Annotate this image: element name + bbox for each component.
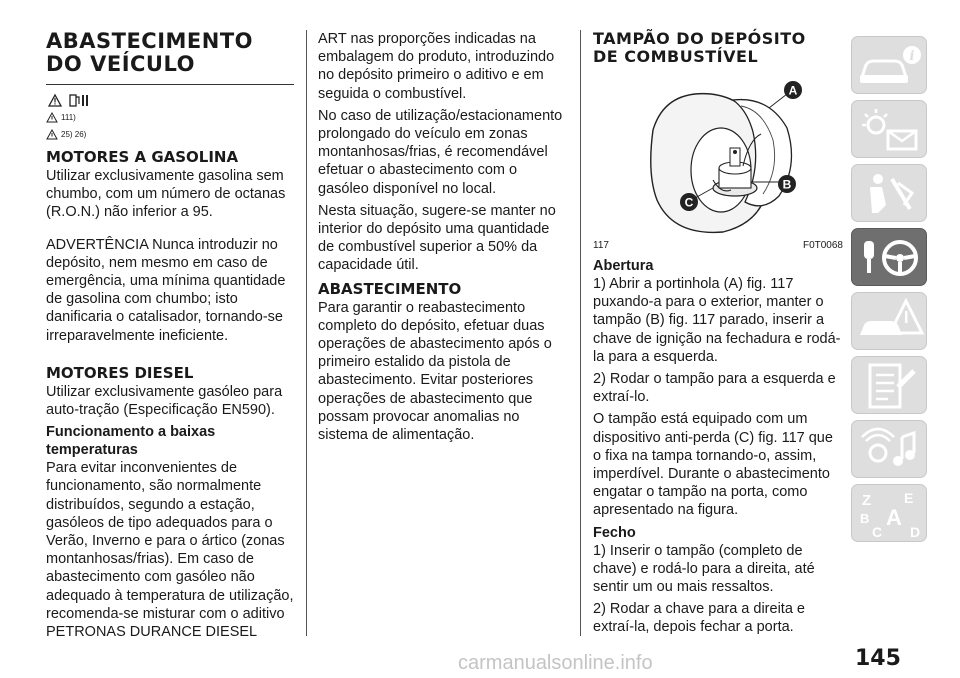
- index-letter-z: Z: [862, 492, 872, 509]
- fuel-cap-figure: [593, 70, 841, 238]
- closing-heading: Fecho: [593, 524, 636, 541]
- warning-ref-2: 25) 26): [61, 130, 87, 139]
- fuel-cap-illustration: [593, 70, 841, 238]
- fuel-pump-icon-row: [46, 91, 294, 109]
- dashboard-lights-icon: [852, 101, 928, 159]
- figure-label-a: [784, 81, 802, 99]
- section-title: [593, 30, 843, 66]
- figure-number: 117: [593, 240, 609, 251]
- parking-text: No caso de utilização/estacionamento prolongado do veículo em zonas montanhosas/frias, é recomendável efetuar o abastecimento com o gasóleo disponível no local.: [318, 107, 563, 197]
- title-rule: [46, 84, 294, 85]
- multimedia-icon: [852, 421, 928, 479]
- maintenance-checklist-icon: [852, 357, 928, 415]
- warning-triangle-icon: [46, 112, 58, 123]
- chapter-title-line2: DO VEÍCULO: [46, 52, 195, 76]
- low-temperature-heading: Funcionamento a baixas temperaturas: [46, 424, 216, 459]
- warning-ref-row-2: [46, 126, 294, 143]
- tab-emergency[interactable]: [851, 292, 927, 350]
- figure-label-c: [680, 193, 698, 211]
- tab-starting-driving[interactable]: [851, 228, 927, 286]
- car-info-icon: [852, 37, 928, 95]
- column-2: [318, 30, 566, 448]
- chapter-tabs: [851, 36, 929, 548]
- section-title-line2: DE COMBUSTÍVEL: [593, 47, 759, 66]
- tab-index[interactable]: [851, 484, 927, 542]
- tab-multimedia[interactable]: [851, 420, 927, 478]
- additive-continued-text: ART nas proporções indicadas na embalagem do produto, introduzindo no depósito primeiro o aditivo e em seguida o combustível.: [318, 31, 555, 102]
- key-steering-wheel-icon: [852, 229, 928, 287]
- figure-code: F0T0068: [802, 240, 843, 251]
- opening-step-1: 1) Abrir a portinhola (A) fig. 117 puxando-a para o exterior, manter o tampão (B) fig. 117 parado, inserir a chave de ignição na fechadura e rodá-la para a esquerda.: [593, 276, 841, 365]
- tab-safety[interactable]: [851, 164, 927, 222]
- section-title-line1: TAMPÃO DO DEPÓSITO: [593, 29, 806, 48]
- warning-triangle-car-icon: [852, 293, 928, 351]
- diesel-text: Utilizar exclusivamente gasóleo para auto-tração (Especificação EN590).: [46, 383, 283, 419]
- column-divider-right: [580, 30, 581, 636]
- page-number: 145: [855, 646, 901, 671]
- tab-dashboard-lights[interactable]: [851, 100, 927, 158]
- low-temperature-text: Para evitar inconvenientes de funcionamento, são normalmente distribuídos, segundo a estação, gasóleos de tipo adequados para o Verão, Inverno e para o ártico (zonas montanhosas/frias). Em caso de abastecimento com gasóleo não adequado à temperatura de utilização, recomenda-se misturar com o aditivo PETRONAS DURANCE DIESEL: [46, 460, 294, 641]
- figure-label-b-text: B: [782, 177, 792, 192]
- index-letter-d: D: [910, 524, 921, 540]
- svg-text:i: i: [909, 49, 915, 64]
- refuel-text: Para garantir o reabastecimento completo do depósito, efetuar duas operações de abastecimento após o primeiro estalido da pistola de abastecimento. Evitar posteriores operações de abastecimento que possam provocar anomalias no sistema de alimentação.: [318, 299, 552, 444]
- chapter-title: [46, 30, 294, 76]
- seatbelt-safety-icon: [852, 165, 928, 223]
- figure-label-b: [778, 175, 796, 193]
- warning-ref-row-1: [46, 109, 294, 126]
- watermark: carmanualsonline.info: [458, 652, 653, 674]
- figure-label-a-text: A: [788, 83, 798, 98]
- diesel-heading: MOTORES DIESEL: [46, 363, 194, 382]
- index-letter-b: B: [860, 511, 870, 526]
- column-divider-left: [306, 30, 307, 636]
- fuel-pump-icon: [46, 92, 90, 108]
- gasoline-warning-text: ADVERTÊNCIA Nunca introduzir no depósito, nem mesmo em caso de emergência, uma mínima quantidade de gasolina com chumbo; isto danificaria o catalisador, tornando-se irreparavelmente ineficiente.: [46, 236, 286, 344]
- closing-step-1: 1) Inserir o tampão (completo de chave) e rodá-lo para a direita, até sentir um ou mais ressaltos.: [593, 542, 815, 596]
- column-1: [46, 30, 294, 645]
- gasoline-heading: MOTORES A GASOLINA: [46, 148, 239, 166]
- index-letter-c: C: [872, 524, 883, 540]
- figure-label-c-text: C: [684, 195, 694, 210]
- tank-level-text: Nesta situação, sugere-se manter no interior do depósito uma quantidade de combustível superior a 50% da capacidade útil.: [318, 202, 556, 274]
- index-letter-e: E: [904, 490, 914, 506]
- column-3: [593, 30, 843, 641]
- tab-car-info[interactable]: [851, 36, 927, 94]
- tab-maintenance[interactable]: [851, 356, 927, 414]
- anti-loss-note: O tampão está equipado com um dispositivo anti-perda (C) fig. 117 que o fixa na tampa tornando-o, assim, imperdível. Durante o abastecimento engatar o tampão na porta, como apresentado na figura.: [593, 411, 833, 519]
- figure-caption: [593, 240, 843, 251]
- closing-step-2: 2) Rodar a chave para a direita e extraí-la, depois fechar a porta.: [593, 601, 805, 636]
- opening-step-2: 2) Rodar o tampão para a esquerda e extraí-lo.: [593, 371, 836, 406]
- refuel-heading: ABASTECIMENTO: [318, 279, 462, 298]
- caution-triangle-icon: [46, 129, 58, 140]
- gasoline-text: Utilizar exclusivamente gasolina sem chumbo, com um número de octanas (R.O.N.) não inferior a 95.: [46, 168, 286, 221]
- warning-ref-1: 111): [61, 113, 76, 122]
- alphabetical-index-icon: [852, 485, 928, 543]
- index-letter-a: A: [886, 505, 902, 530]
- chapter-title-line1: ABASTECIMENTO: [46, 29, 254, 53]
- opening-heading: Abertura: [593, 258, 654, 274]
